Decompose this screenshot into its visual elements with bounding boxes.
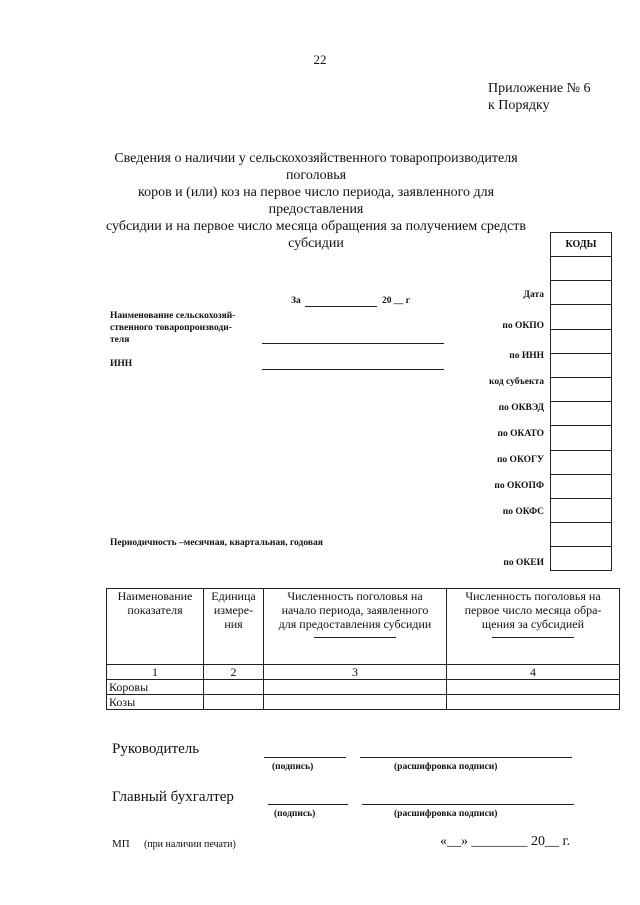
header-start-line-3: для предоставления субсидии — [278, 617, 432, 631]
head-label: Руководитель — [112, 741, 200, 757]
goats-start-cell[interactable] — [264, 695, 447, 710]
producer-label — [110, 310, 235, 346]
code-label-inn: по ИНН — [509, 351, 544, 361]
code-label-date: Дата — [523, 290, 544, 300]
producer-label-line-1: Наименование сельскохозяй- — [110, 311, 236, 321]
accountant-decode-line[interactable] — [362, 804, 574, 805]
accountant-sign-line[interactable] — [268, 804, 348, 805]
appendix-line-1: Приложение № 6 — [488, 81, 591, 96]
code-cell-okved[interactable] — [551, 402, 612, 426]
title-line-2: коров и (или) коз на первое число периода, заявленного для предоставления — [137, 185, 495, 217]
accountant-label: Главный бухгалтер — [112, 789, 234, 805]
producer-label-line-3: теля — [110, 335, 130, 345]
period-date-line — [305, 306, 377, 307]
header-start-line-1: Численность поголовья на — [287, 589, 423, 603]
head-decode-line[interactable] — [360, 757, 572, 758]
code-label-okopf: по ОКОПФ — [494, 481, 544, 491]
column-number-1: 1 — [107, 665, 204, 680]
accountant-decode-caption: (расшифровка подписи) — [394, 809, 498, 819]
header-unit — [204, 589, 264, 665]
page-number: 22 — [313, 52, 327, 67]
head-sign-line[interactable] — [264, 757, 346, 758]
header-start-underline — [314, 637, 396, 638]
cows-start-cell[interactable] — [264, 680, 447, 695]
stamp-date[interactable]: «__» ________ 20__ г. — [440, 834, 571, 849]
producer-label-line-2: ственного товаропроизводи- — [110, 323, 232, 333]
code-label-okato: по ОКАТО — [497, 429, 544, 439]
header-indicator-line-1: Наименование — [117, 589, 193, 603]
cows-month-cell[interactable] — [447, 680, 620, 695]
header-month-line-1: Численность поголовья на — [465, 589, 601, 603]
stamp-note: (при наличии печати) — [144, 839, 236, 850]
code-cell-okopf[interactable] — [551, 474, 612, 498]
code-cell-okei[interactable] — [551, 547, 612, 571]
header-start-line-2: начало периода, заявленного — [281, 603, 429, 617]
accountant-sign-caption: (подпись) — [274, 809, 316, 819]
header-month-count — [447, 589, 620, 665]
inn-line — [262, 369, 444, 370]
producer-name-line — [262, 343, 444, 344]
header-indicator — [107, 589, 204, 665]
code-cell-date[interactable] — [551, 281, 612, 305]
title-line-3: субсидии и на первое число месяца обращения за получением средств субсидии — [105, 219, 526, 251]
goats-unit-cell[interactable] — [204, 695, 264, 710]
code-cell-subject[interactable] — [551, 377, 612, 401]
code-cell-extra[interactable] — [551, 523, 612, 547]
goats-month-cell[interactable] — [447, 695, 620, 710]
header-unit-line-1: Единица — [211, 589, 256, 603]
code-cell-okogu[interactable] — [551, 450, 612, 474]
period-prefix: За — [291, 296, 301, 306]
code-cell-okpo[interactable] — [551, 305, 612, 329]
header-month-line-2: первое число месяца обра- — [464, 603, 602, 617]
appendix-label — [488, 80, 591, 114]
codes-table — [550, 232, 612, 571]
head-decode-caption: (расшифровка подписи) — [394, 762, 498, 772]
periodicity-label: Периодичность –месячная, квартальная, годовая — [110, 538, 323, 548]
row-label-goats: Козы — [107, 695, 204, 710]
period-year: 20 __ г — [382, 296, 411, 306]
code-label-subject: код субъекта — [489, 377, 544, 387]
column-number-3: 3 — [264, 665, 447, 680]
header-month-line-3: щения за субсидией — [481, 617, 585, 631]
title-line-1: Сведения о наличии у сельскохозяйственного товаропроизводителя поголовья — [114, 151, 518, 183]
stamp-mp: МП — [112, 838, 130, 850]
appendix-line-2: к Порядку — [488, 98, 550, 113]
code-cell-okato[interactable] — [551, 426, 612, 450]
inn-label: ИНН — [110, 359, 133, 369]
code-cell[interactable] — [551, 257, 612, 281]
code-label-okfs: по ОКФС — [502, 507, 544, 517]
code-label-okogu: по ОКОГУ — [496, 455, 544, 465]
header-unit-line-3: ния — [224, 617, 243, 631]
code-label-okved: по ОКВЭД — [498, 403, 544, 413]
header-month-underline — [492, 637, 574, 638]
head-sign-caption: (подпись) — [272, 762, 314, 772]
header-unit-line-2: измере- — [213, 603, 254, 617]
header-start-count — [264, 589, 447, 665]
header-indicator-line-2: показателя — [127, 603, 183, 617]
cows-unit-cell[interactable] — [204, 680, 264, 695]
column-number-2: 2 — [204, 665, 264, 680]
table-row — [107, 680, 620, 695]
row-label-cows: Коровы — [107, 680, 204, 695]
code-label-okei: по ОКЕИ — [503, 558, 544, 568]
table-row — [107, 695, 620, 710]
table-number-row — [107, 665, 620, 680]
code-cell-okfs[interactable] — [551, 498, 612, 522]
table-header-row — [107, 589, 620, 665]
document-title — [96, 150, 536, 252]
code-cell-okpo-2[interactable] — [551, 329, 612, 353]
codes-header: КОДЫ — [551, 233, 612, 257]
livestock-table — [106, 588, 620, 710]
code-cell-inn[interactable] — [551, 353, 612, 377]
code-label-okpo: по ОКПО — [502, 321, 544, 331]
column-number-4: 4 — [447, 665, 620, 680]
